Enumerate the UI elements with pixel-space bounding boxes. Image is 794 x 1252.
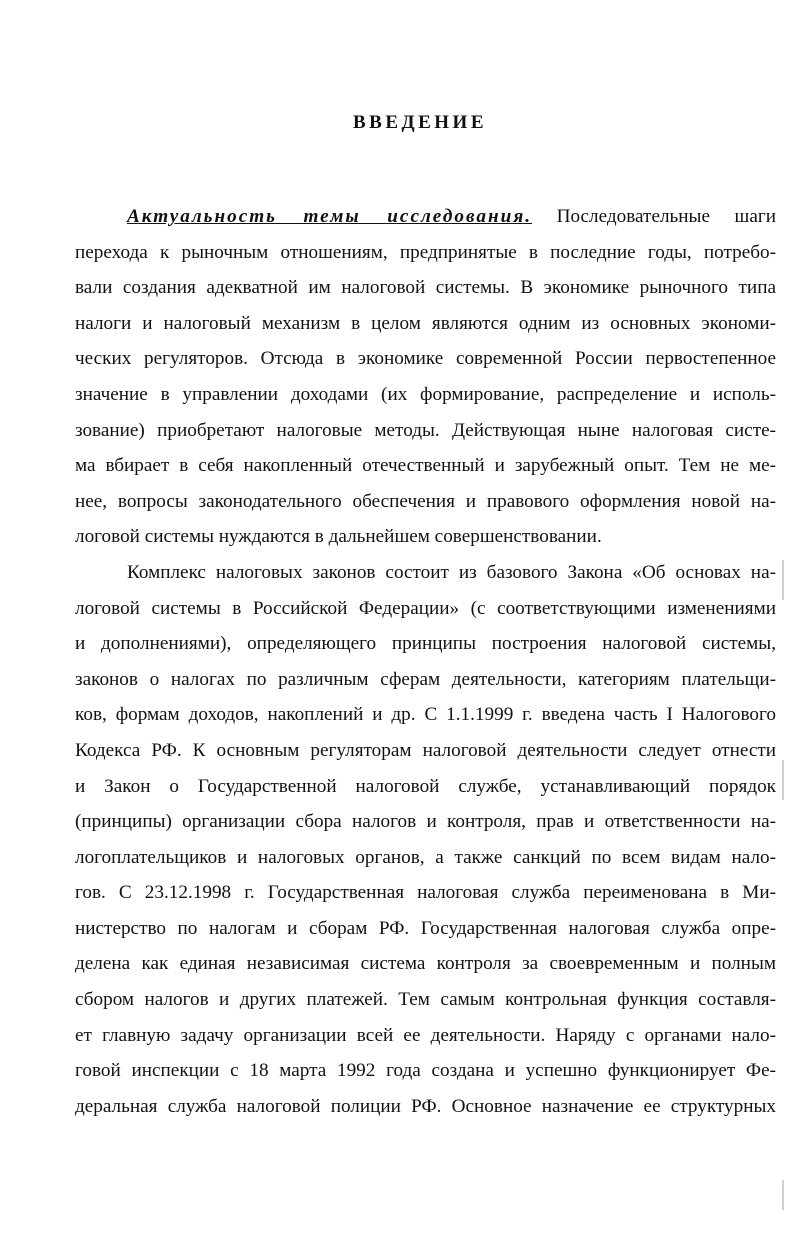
text-line: логовой системы нуждаются в дальнейшем совершенствовании. xyxy=(75,526,602,548)
text-line: значение в управлении доходами (их формирование, распределение и исполь- xyxy=(75,383,776,405)
text-line: (принципы) организации сбора налогов и контроля, прав и ответственности на- xyxy=(75,811,776,833)
body-text xyxy=(75,199,776,1124)
page-title: ВВЕДЕНИЕ xyxy=(353,112,487,133)
text-line: ма вбирает в себя накопленный отечественный и зарубежный опыт. Тем не ме- xyxy=(75,455,776,477)
text-line: логоплательщиков и налоговых органов, а также санкций по всем видам нало- xyxy=(75,846,776,868)
text-line: деральная служба налоговой полиции РФ. Основное назначение ее структурных xyxy=(75,1095,776,1117)
text-line: делена как единая независимая система контроля за своевременным и полным xyxy=(75,953,776,975)
text-line: говой инспекции с 18 марта 1992 года создана и успешно функционирует Фе- xyxy=(75,1060,776,1082)
paragraph-1-line-1 xyxy=(75,199,776,235)
text-line: сбором налогов и других платежей. Тем самым контрольная функция составля- xyxy=(75,989,776,1011)
text-line: Комплекс налоговых законов состоит из базового Закона «Об основах на- xyxy=(127,561,776,583)
text-line: логовой системы в Российской Федерации» (с соответствующими изменениями xyxy=(75,597,776,619)
text-line: законов о налогах по различным сферам деятельности, категориям плательщи- xyxy=(75,668,776,690)
text-line: Кодекса РФ. К основным регуляторам налоговой деятельности следует отнести xyxy=(75,739,776,761)
text-line: зование) приобретают налоговые методы. Действующая ныне налоговая систе- xyxy=(75,419,776,441)
text-line: вали создания адекватной им налоговой системы. В экономике рыночного типа xyxy=(75,277,776,299)
text-line: ков, формам доходов, накоплений и др. С 1.1.1999 г. введена часть I Налогового xyxy=(75,704,776,726)
text-line: перехода к рыночным отношениям, предпринятые в последние годы, потребо- xyxy=(75,241,776,263)
text-line: ет главную задачу организации всей ее деятельности. Наряду с органами нало- xyxy=(75,1024,776,1046)
scan-edge-mark xyxy=(782,1180,784,1210)
scan-edge-mark xyxy=(782,560,784,600)
text-line: нее, вопросы законодательного обеспечения и правового оформления новой на- xyxy=(75,490,776,512)
topic-relevance-lead: Актуальность темы исследования. xyxy=(127,206,532,227)
text-line: налоги и налоговый механизм в целом являются одним из основных экономи- xyxy=(75,312,776,334)
text-line: и Закон о Государственной налоговой службе, устанавливающий порядок xyxy=(75,775,776,797)
text-line: Последовательные шаги xyxy=(532,206,776,227)
scan-edge-mark xyxy=(782,760,784,800)
text-line: ческих регуляторов. Отсюда в экономике современной России первостепенное xyxy=(75,348,776,370)
text-line: нистерство по налогам и сборам РФ. Государственная налоговая служба опре- xyxy=(75,917,776,939)
text-line: гов. С 23.12.1998 г. Государственная налоговая служба переименована в Ми- xyxy=(75,882,776,904)
text-line: и дополнениями), определяющего принципы построения налоговой системы, xyxy=(75,633,776,655)
